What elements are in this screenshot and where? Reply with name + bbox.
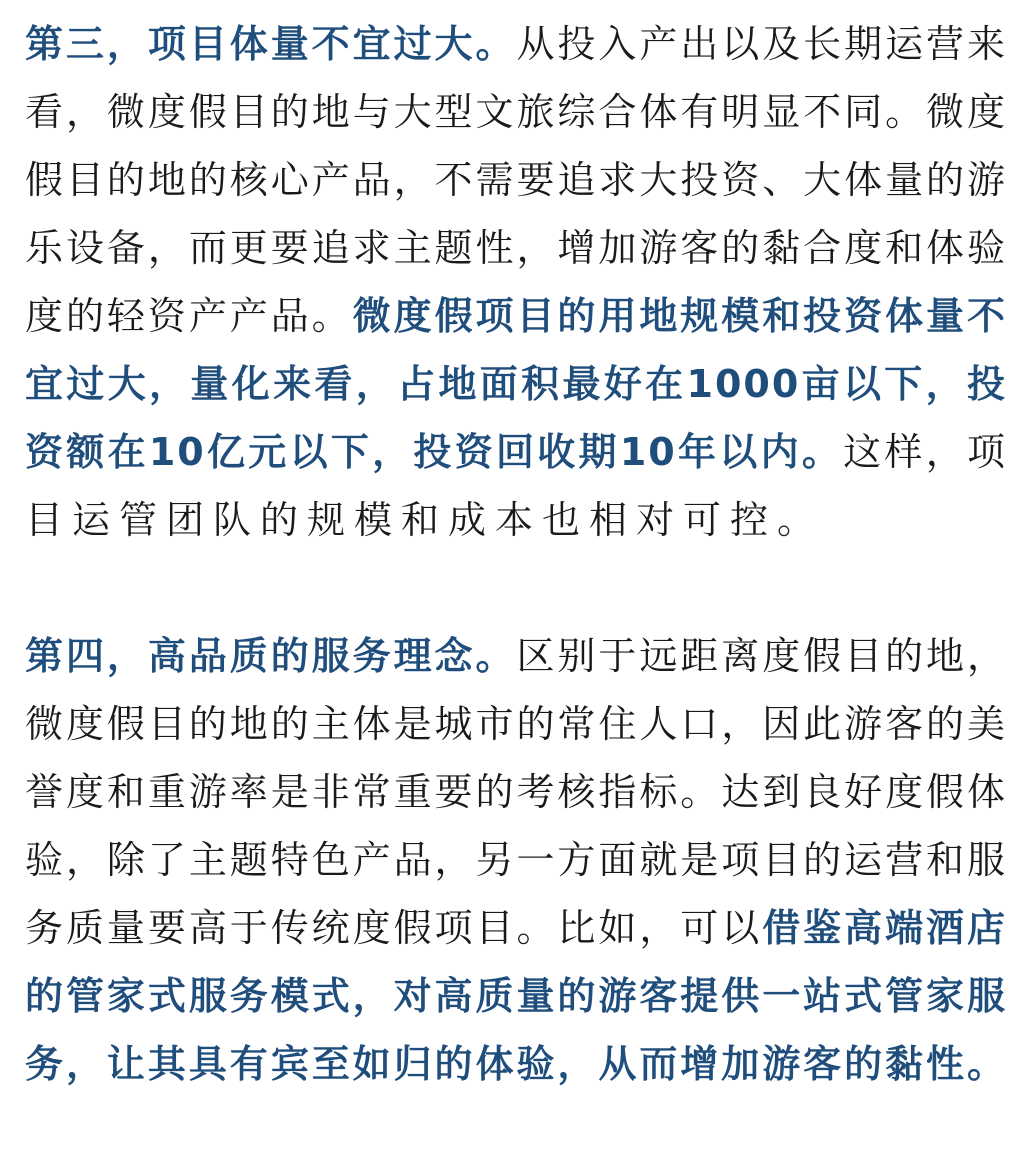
text-line [25,146,1007,214]
highlighted-text: 的管家式服务模式，对高质量的游客提供一站式管家服 [25,974,1007,1018]
paragraph-1 [25,10,1007,554]
body-text: 誉度和重游率是非常重要的考核指标。达到良好度假体 [25,770,1007,814]
article-body [25,10,1007,1166]
highlighted-text: 宜过大，量化来看，占地面积最好在1000亩以下，投 [25,362,1007,406]
text-line [25,282,1007,350]
text-line [25,486,1007,554]
text-line [25,214,1007,282]
body-text: 假目的地的核心产品，不需要追求大投资、大体量的游 [25,158,1007,202]
text-line [25,350,1007,418]
text-line [25,758,1007,826]
body-text: 务质量要高于传统度假项目。比如，可以 [25,906,763,950]
text-line [25,894,1007,962]
paragraph-2 [25,622,1007,1098]
highlighted-text: 第三，项目体量不宜过大。 [25,22,517,66]
text-line [25,418,1007,486]
highlighted-text: 第四，高品质的服务理念。 [25,634,517,678]
highlighted-text: 资额在10亿元以下，投资回收期10年以内。 [25,430,844,474]
body-text: 这样，项 [843,430,1007,474]
text-line [25,826,1007,894]
highlighted-text: 微度假项目的用地规模和投资体量不 [352,294,1007,338]
text-line [25,78,1007,146]
text-line [25,1030,1007,1098]
body-text: 验，除了主题特色产品，另一方面就是项目的运营和服 [25,838,1007,882]
body-text: 区别于远距离度假目的地， [516,634,1007,678]
text-line [25,10,1007,78]
highlighted-text: 务，让其具有宾至如归的体验，从而增加游客的黏性。 [25,1042,1007,1086]
highlighted-text: 借鉴高端酒店 [762,906,1007,950]
body-text: 看，微度假目的地与大型文旅综合体有明显不同。微度 [25,90,1007,134]
body-text: 目运管团队的规模和成本也相对可控。 [25,498,825,542]
text-line [25,622,1007,690]
text-line [25,690,1007,758]
body-text: 度的轻资产产品。 [25,294,353,338]
body-text: 乐设备，而更要追求主题性，增加游客的黏合度和体验 [25,226,1007,270]
body-text: 微度假目的地的主体是城市的常住人口，因此游客的美 [25,702,1007,746]
text-line [25,962,1007,1030]
body-text: 从投入产出以及长期运营来 [516,22,1007,66]
